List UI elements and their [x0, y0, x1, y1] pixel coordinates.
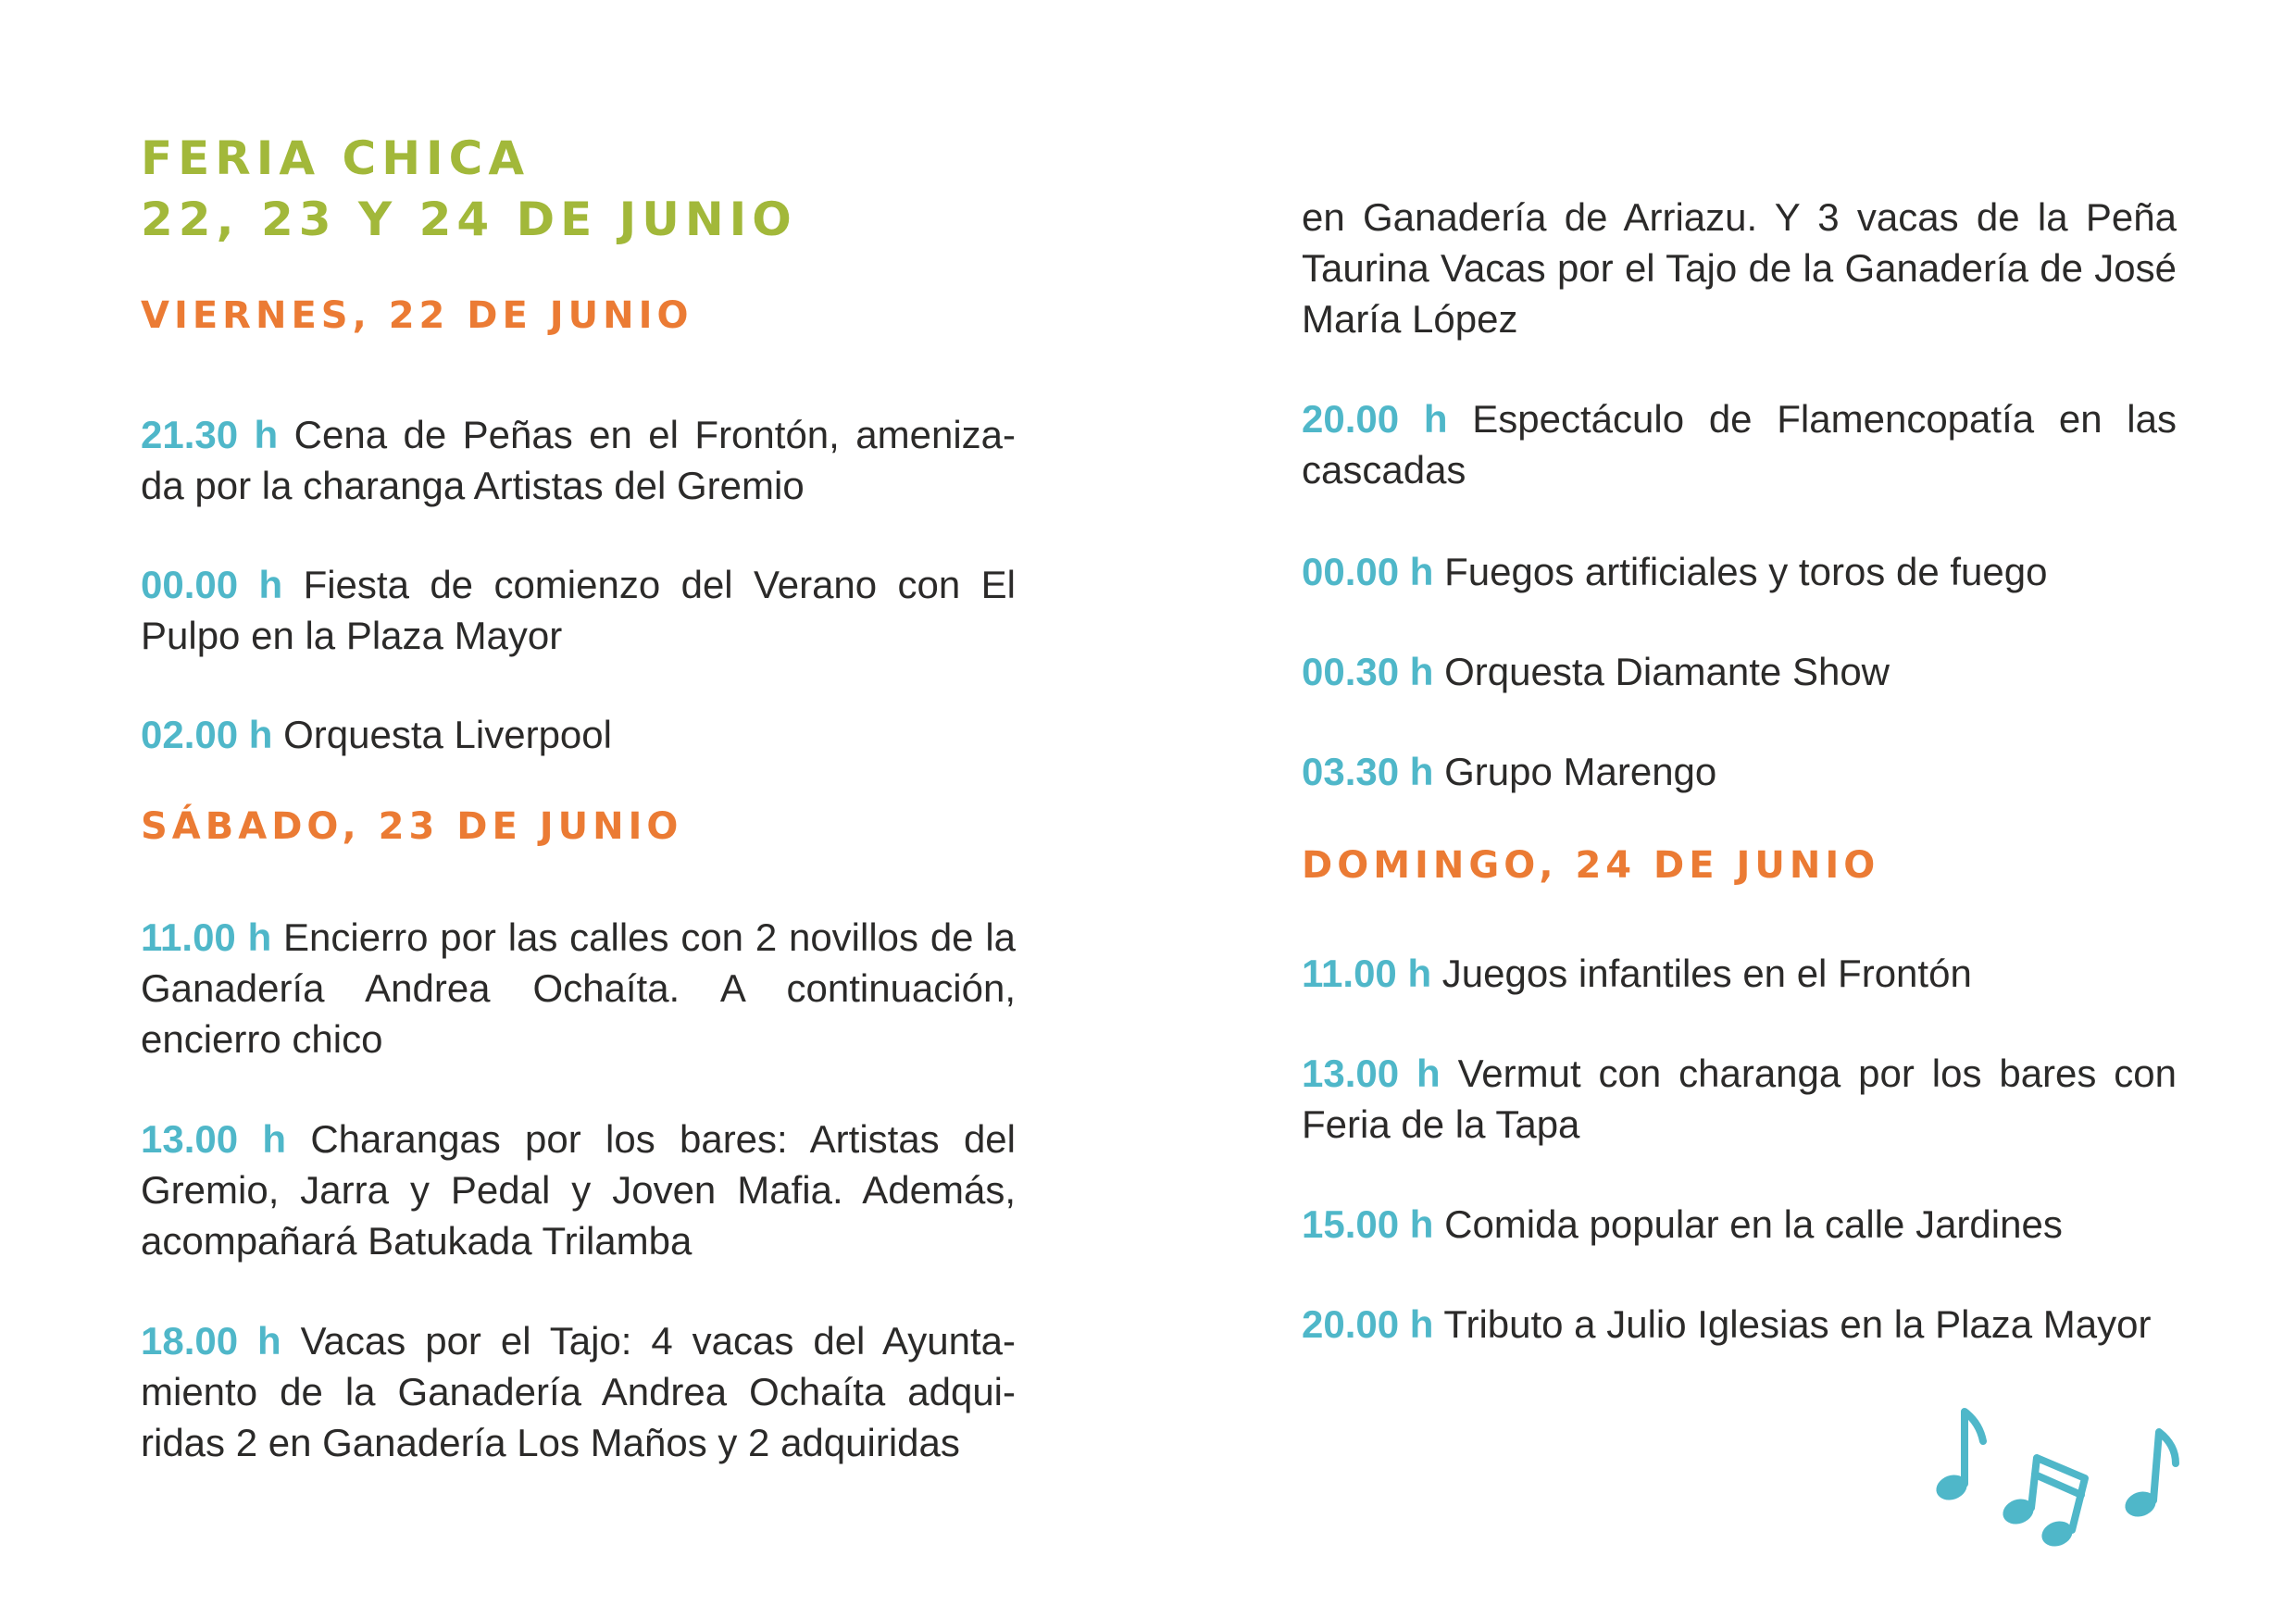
day-heading-saturday: SÁBADO, 23 DE JUNIO: [141, 805, 683, 848]
event-text: Tributo a Julio Iglesias en la Plaza Mayor: [1443, 1302, 2152, 1346]
event-text: en Ganadería de Arriazu. Y 3 vacas de la Peña Taurina Vacas por el Tajo de la Ganadería de José María López: [1302, 195, 2177, 341]
event-item: [141, 709, 1016, 760]
event-continuation: [1302, 192, 2177, 344]
event-item: [141, 1315, 1016, 1468]
event-time: 20.00 h: [1302, 397, 1448, 441]
event-text: Orquesta Liverpool: [283, 713, 612, 756]
event-text: Fiesta de comienzo del Verano con El Pulpo en la Plaza Mayor: [141, 563, 1016, 657]
event-time: 00.00 h: [141, 563, 283, 606]
event-item: [141, 559, 1016, 661]
music-notes-icon: [1926, 1402, 2203, 1550]
event-time: 02.00 h: [141, 713, 273, 756]
fair-title: [141, 128, 797, 250]
event-item: [1302, 746, 2177, 797]
event-text: Orquesta Diamante Show: [1444, 650, 1890, 693]
event-item: [1302, 1199, 2177, 1250]
event-item: [1302, 1048, 2177, 1150]
event-time: 13.00 h: [1302, 1052, 1441, 1095]
event-text: Cena de Peñas en el Frontón, ameniza-da por la charanga Artistas del Gremio: [141, 413, 1016, 507]
event-text: Grupo Marengo: [1444, 750, 1717, 793]
event-time: 11.00 h: [141, 915, 272, 959]
event-text: Comida popular en la calle Jardines: [1444, 1202, 2063, 1246]
event-item: [1302, 546, 2177, 597]
day-heading-friday: VIERNES, 22 DE JUNIO: [141, 294, 693, 337]
fair-title-line-2: 22, 23 Y 24 DE JUNIO: [141, 193, 797, 246]
event-text: Vacas por el Tajo: 4 vacas del Ayunta-miento de la Ganadería Andrea Ochaíta adqui-ridas 2 en Ganadería Los Maños y 2 adquiridas: [141, 1319, 1017, 1464]
event-time: 11.00 h: [1302, 952, 1432, 995]
event-time: 20.00 h: [1302, 1302, 1434, 1346]
event-item: [1302, 948, 2177, 999]
fair-title-line-1: FERIA CHICA: [141, 131, 530, 185]
event-item: [1302, 393, 2177, 495]
event-time: 13.00 h: [141, 1117, 287, 1161]
day-heading-sunday: DOMINGO, 24 DE JUNIO: [1302, 844, 1880, 887]
event-text: Juegos infantiles en el Frontón: [1441, 952, 1972, 995]
event-time: 21.30 h: [141, 413, 279, 456]
event-text: Charangas por los bares: Artistas del Gremio, Jarra y Pedal y Joven Mafia. Además, acompañará Batukada Trilamba: [141, 1117, 1016, 1263]
event-item: [141, 912, 1016, 1064]
event-time: 18.00 h: [141, 1319, 281, 1363]
event-time: 00.30 h: [1302, 650, 1434, 693]
event-text: Fuegos artificiales y toros de fuego: [1444, 550, 2048, 593]
event-item: [1302, 1299, 2177, 1350]
event-time: 00.00 h: [1302, 550, 1434, 593]
event-item: [1302, 646, 2177, 697]
event-item: [141, 409, 1016, 511]
event-text: Vermut con charanga por los bares con Feria de la Tapa: [1302, 1052, 2177, 1146]
event-time: 15.00 h: [1302, 1202, 1434, 1246]
event-item: [141, 1114, 1016, 1266]
event-text: Espectáculo de Flamencopatía en las cascadas: [1302, 397, 2177, 492]
event-text: Encierro por las calles con 2 novillos de la Ganadería Andrea Ochaíta. A continuación, encierro chico: [141, 915, 1017, 1061]
event-time: 03.30 h: [1302, 750, 1434, 793]
